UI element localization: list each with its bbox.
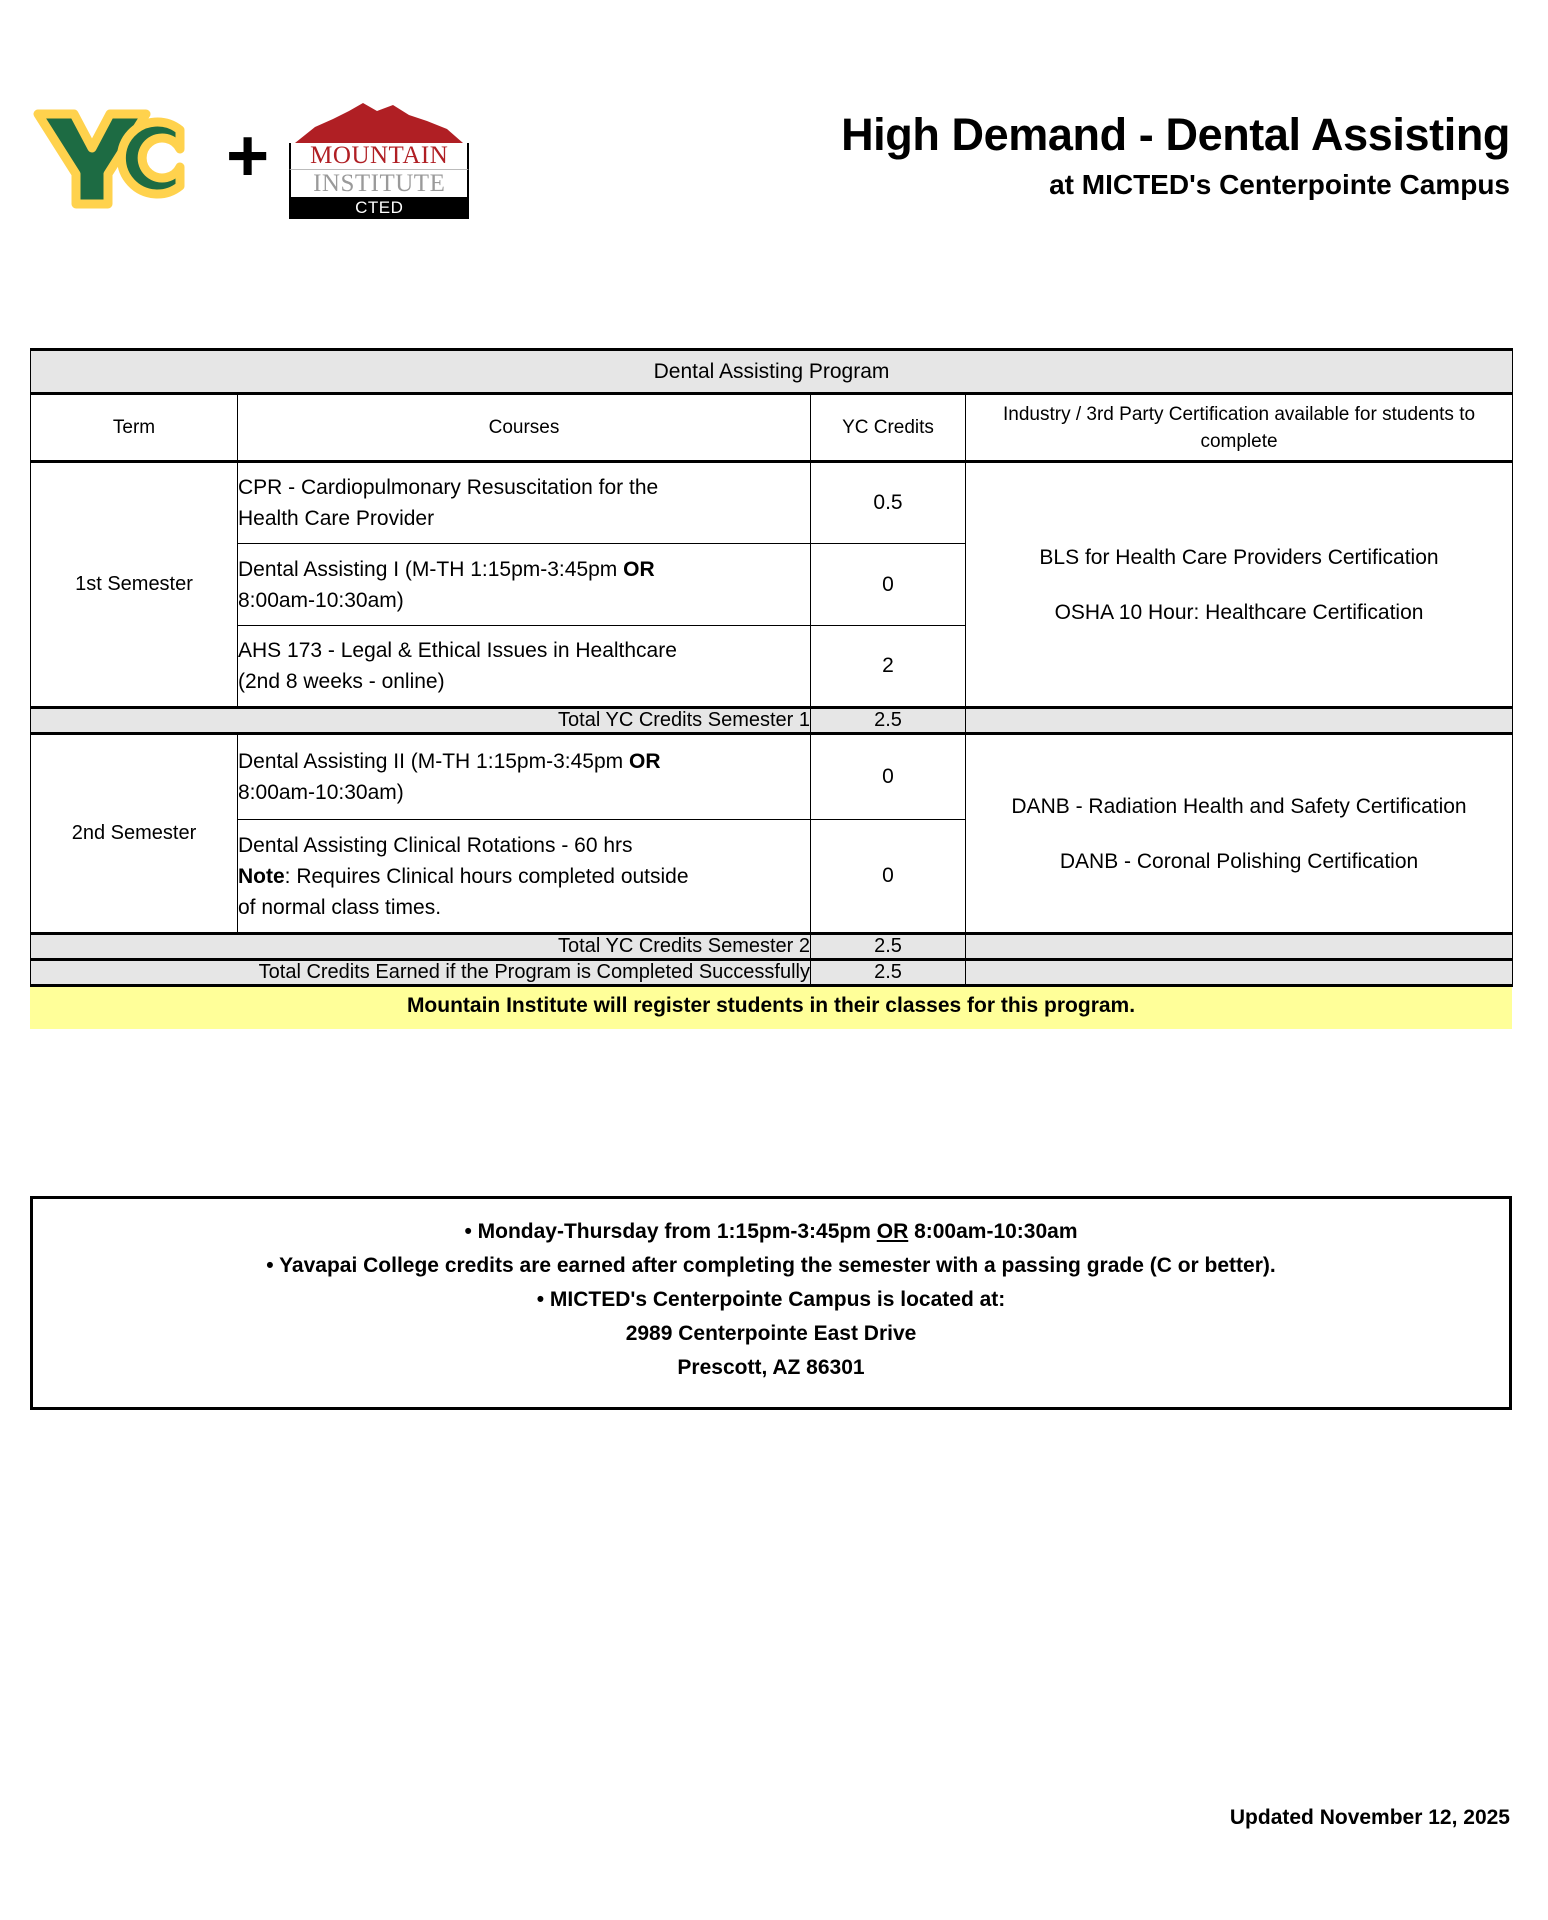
mountain-institute-logo-icon: [289, 101, 469, 217]
column-header-certifications: Industry / 3rd Party Certification available for students to complete: [966, 394, 1513, 462]
semester-1-total-row: [31, 708, 1513, 734]
credit-cell: 0: [811, 734, 966, 820]
total-value-semester-2: 2.5: [811, 934, 966, 960]
course-cell: [238, 462, 811, 544]
course-line: Health Care Provider: [238, 507, 435, 530]
page-title: High Demand - Dental Assisting: [841, 109, 1510, 160]
credit-cell: 0: [811, 544, 966, 626]
certification-cell-semester-2: [966, 734, 1513, 934]
course-line: Dental Assisting I (M-TH 1:15pm-3:45pm: [238, 557, 624, 581]
column-header-term: Term: [31, 394, 238, 462]
grand-total-value: 2.5: [811, 960, 966, 986]
table-row: [31, 462, 1513, 544]
course-line: CPR - Cardiopulmonary Resuscitation for the: [238, 476, 659, 499]
course-or-keyword: OR: [623, 557, 655, 581]
column-header-credits: YC Credits: [811, 394, 966, 462]
course-line: (2nd 8 weeks - online): [238, 670, 445, 693]
table-row: [31, 734, 1513, 820]
info-line-city-state-zip: Prescott, AZ 86301: [677, 1356, 865, 1379]
table-column-header-row: [31, 394, 1513, 462]
table-title-row: [31, 350, 1513, 394]
course-line: of normal class times.: [238, 895, 442, 919]
total-label-semester-2: Total YC Credits Semester 2: [31, 934, 811, 960]
info-line-schedule: [53, 1215, 1489, 1249]
certification-line: DANB - Radiation Health and Safety Certification: [1011, 794, 1467, 818]
course-line: Dental Assisting Clinical Rotations - 60 hrs: [238, 833, 633, 857]
total-label-semester-1: Total YC Credits Semester 1: [31, 708, 811, 734]
mi-logo-line1: MOUNTAIN: [289, 143, 469, 170]
certification-line: BLS for Health Care Providers Certification: [1039, 545, 1439, 569]
course-line: 8:00am-10:30am): [238, 588, 404, 612]
course-note-text: : Requires Clinical hours completed outside: [284, 864, 689, 888]
credit-cell: 0: [811, 820, 966, 934]
grand-total-row: [31, 960, 1513, 986]
table-title-band: Dental Assisting Program: [31, 350, 1513, 394]
info-schedule-or: OR: [876, 1220, 909, 1243]
credit-cell: 2: [811, 626, 966, 708]
title-block: [610, 108, 1510, 204]
course-cell: [238, 734, 811, 820]
registration-notice-banner: Mountain Institute will register students in their classes for this program.: [30, 987, 1512, 1029]
course-line: AHS 173 - Legal & Ethical Issues in Healthcare: [238, 639, 677, 662]
certification-line: OSHA 10 Hour: Healthcare Certification: [1054, 600, 1424, 624]
updated-date: Updated November 12, 2025: [1229, 1806, 1510, 1829]
course-line: 8:00am-10:30am): [238, 781, 404, 804]
total-blank-cell: [966, 960, 1513, 986]
info-schedule-prefix: • Monday-Thursday from 1:15pm-3:45pm: [464, 1220, 877, 1243]
course-or-keyword: OR: [628, 750, 661, 773]
course-line: Dental Assisting II (M-TH 1:15pm-3:45pm: [238, 750, 629, 773]
course-cell: [238, 626, 811, 708]
dental-assisting-program-table: [30, 348, 1513, 987]
page-header: [0, 88, 1548, 248]
mi-logo-line2: INSTITUTE: [289, 170, 469, 197]
info-line-campus: • MICTED's Centerpointe Campus is located at:: [536, 1288, 1006, 1311]
info-line-credits: • Yavapai College credits are earned after completing the semester with a passing grade (C or better).: [266, 1254, 1276, 1277]
certification-cell-semester-1: [966, 462, 1513, 708]
term-cell-semester-1: 1st Semester: [31, 462, 238, 708]
yavapai-college-logo-icon: [30, 96, 210, 216]
term-cell-semester-2: 2nd Semester: [31, 734, 238, 934]
column-header-courses: Courses: [238, 394, 811, 462]
course-cell: [238, 544, 811, 626]
program-details-box: [30, 1196, 1512, 1410]
total-blank-cell: [966, 934, 1513, 960]
page-subtitle: at MICTED's Centerpointe Campus: [1049, 169, 1510, 200]
logo-row: [30, 96, 469, 216]
mi-logo-line3: CTED: [289, 197, 469, 219]
total-value-semester-1: 2.5: [811, 708, 966, 734]
semester-2-total-row: [31, 934, 1513, 960]
plus-icon: +: [226, 114, 270, 197]
info-line-address: 2989 Centerpointe East Drive: [625, 1322, 917, 1345]
certification-line: DANB - Coronal Polishing Certification: [1059, 849, 1419, 873]
course-note-label: Note: [238, 864, 285, 888]
course-cell: [238, 820, 811, 934]
grand-total-label: Total Credits Earned if the Program is Completed Successfully: [31, 960, 811, 986]
total-blank-cell: [966, 708, 1513, 734]
credit-cell: 0.5: [811, 462, 966, 544]
info-schedule-suffix: 8:00am-10:30am: [908, 1220, 1078, 1243]
